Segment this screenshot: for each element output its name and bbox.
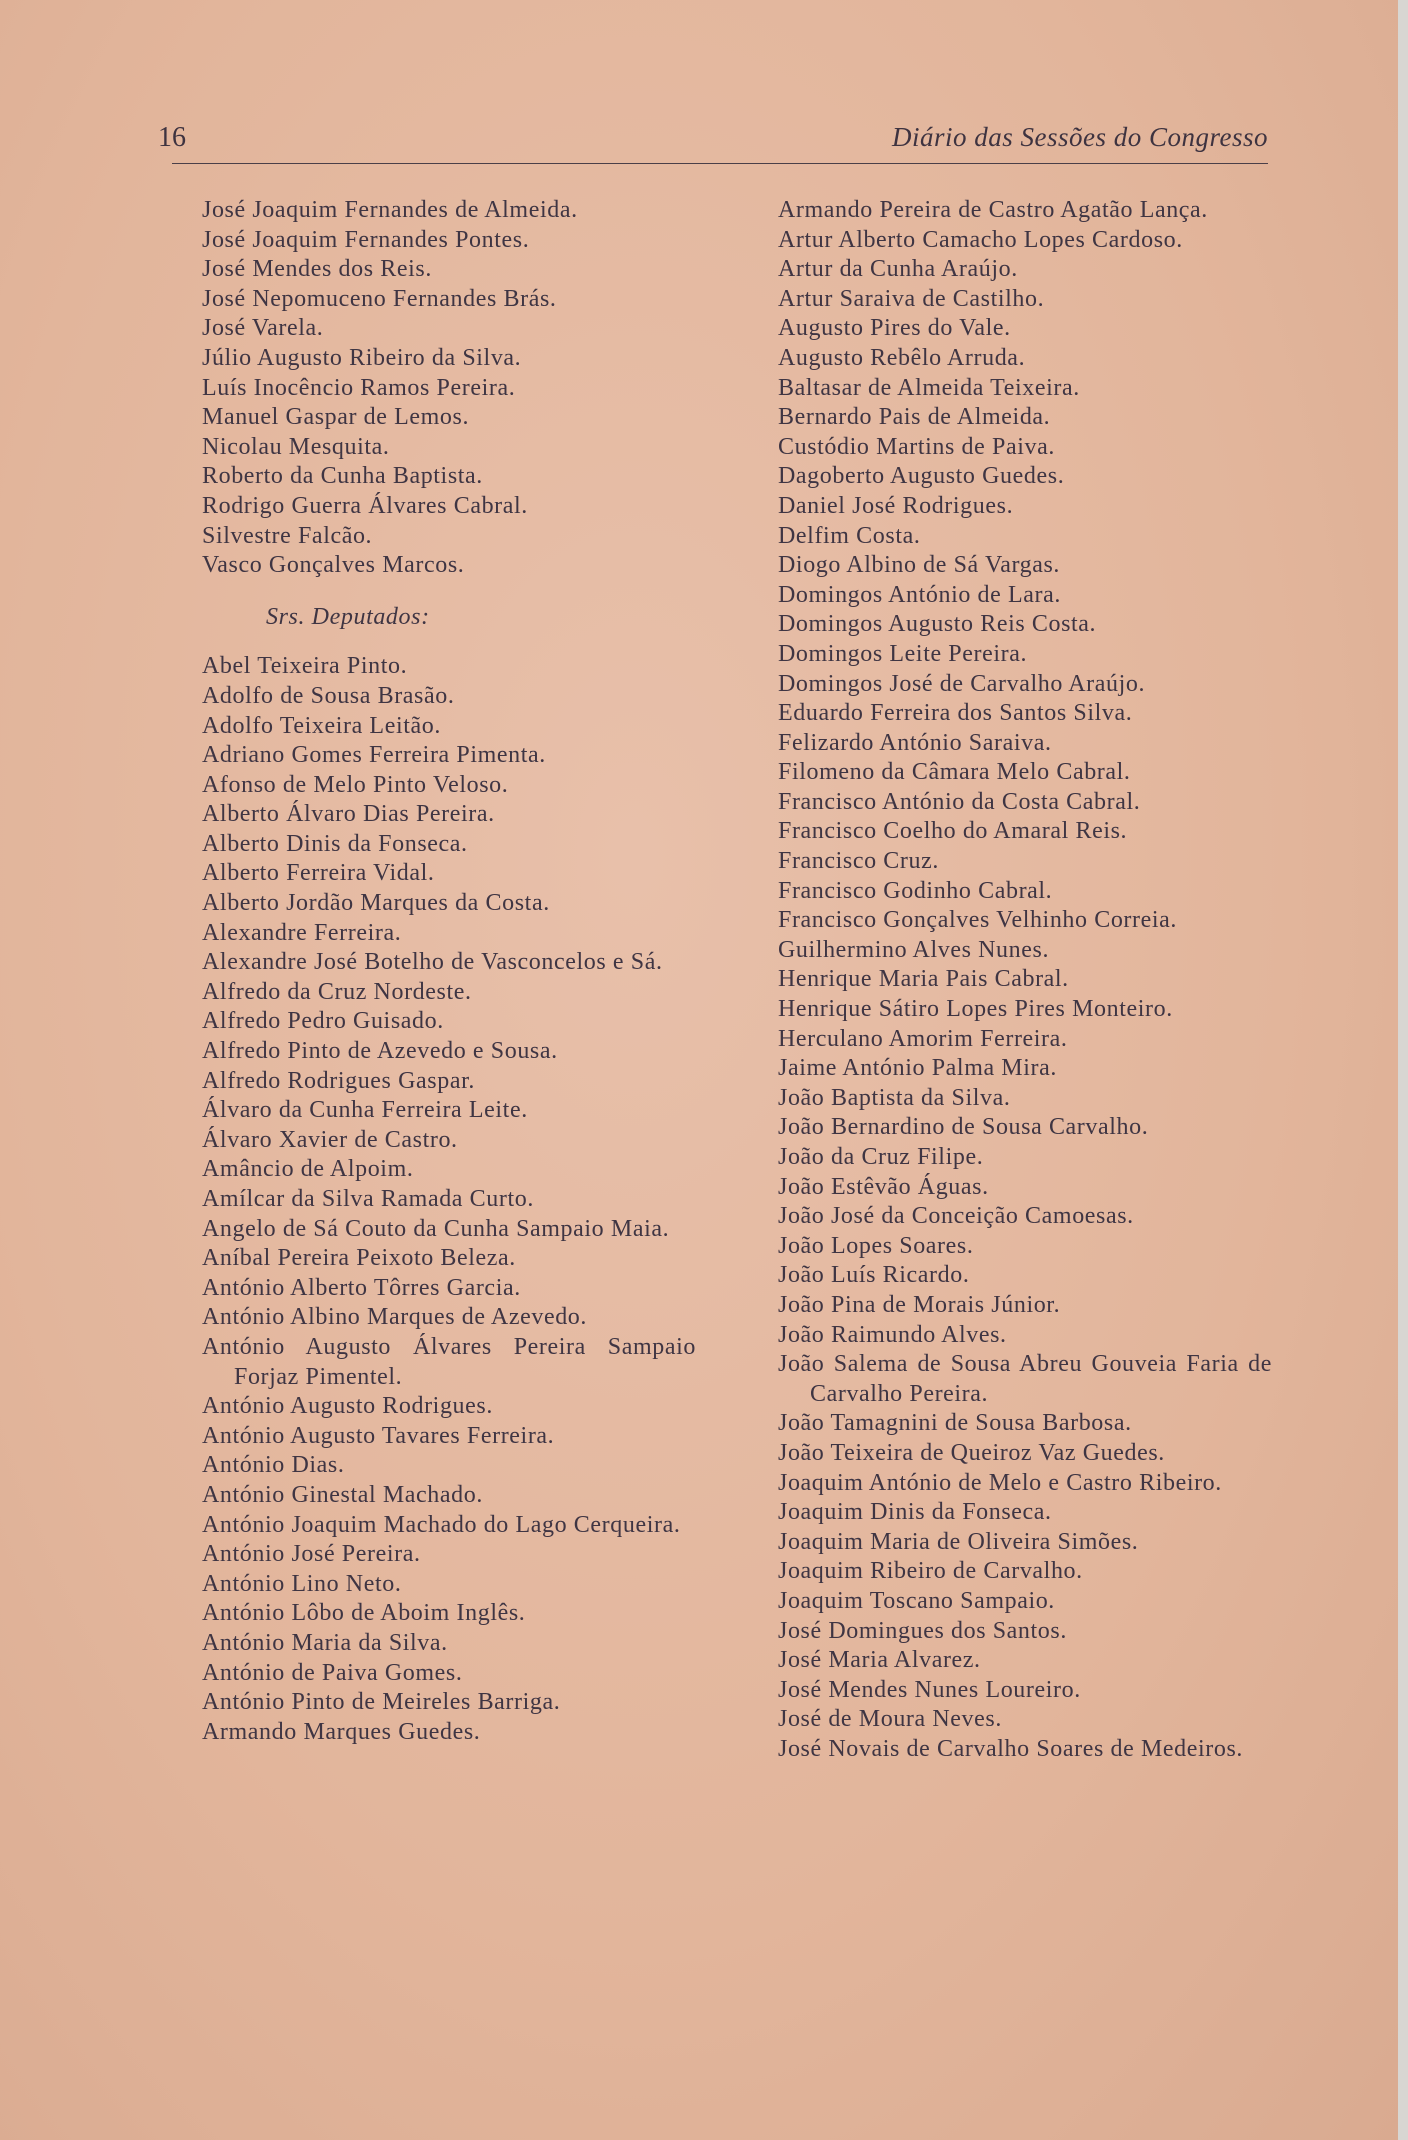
name-entry: António Augusto Rodrigues. [202,1393,493,1420]
page-header [158,122,1268,162]
name-entry: Angelo de Sá Couto da Cunha Sampaio Maia. [202,1215,670,1242]
name-entry: Henrique Maria Pais Cabral. [778,966,1069,993]
name-entry: José Maria Alvarez. [778,1647,981,1674]
name-entry: José Joaquim Fernandes de Almeida. [202,197,578,223]
name-entry: Jaime António Palma Mira. [778,1055,1057,1082]
name-entry: Domingos Leite Pereira. [778,640,1028,667]
name-entry: José de Moura Neves. [778,1706,1002,1733]
name-entry: Filomeno da Câmara Melo Cabral. [778,759,1131,786]
name-entry: Artur Alberto Camacho Lopes Cardoso. [778,226,1183,253]
name-entry: Francisco Cruz. [778,848,939,875]
name-entry: João Teixeira de Queiroz Vaz Guedes. [778,1439,1165,1466]
name-entry: José Mendes Nunes Loureiro. [778,1676,1081,1703]
name-entry: Felizardo António Saraiva. [778,729,1052,756]
name-entry: José Varela. [202,315,324,342]
name-entry: Domingos Augusto Reis Costa. [778,611,1097,638]
name-entry: João Tamagnini de Sousa Barbosa. [778,1410,1132,1437]
name-entry: João Estêvão Águas. [778,1173,989,1200]
name-entry: João Lopes Soares. [778,1232,974,1259]
name-entry: Alberto Jordão Marques da Costa. [202,890,550,917]
name-entry: António Joaquim Machado do Lago Cerqueira. [202,1511,681,1538]
section-heading: Srs. Deputados: [266,603,430,630]
name-entry: António Alberto Tôrres Garcia. [202,1274,521,1301]
name-entry: Custódio Martins de Paiva. [778,433,1055,460]
page-number: 16 [158,122,186,153]
name-entry: Alberto Dinis da Fonseca. [202,830,468,857]
name-entry: Manuel Gaspar de Lemos. [202,404,470,431]
name-entry: António Albino Marques de Azevedo. [202,1304,588,1331]
name-entry: Júlio Augusto Ribeiro da Silva. [202,344,522,371]
name-entry: José Nepomuceno Fernandes Brás. [202,285,557,312]
name-entry: Roberto da Cunha Baptista. [202,463,483,490]
name-entry: Francisco António da Costa Cabral. [778,788,1141,815]
name-entry: Afonso de Melo Pinto Veloso. [202,771,509,798]
name-entry: Artur da Cunha Araújo. [778,256,1018,283]
name-entry: Augusto Rebêlo Arruda. [778,344,1026,371]
name-entry: João José da Conceição Camoesas. [778,1203,1134,1230]
name-entry: Rodrigo Guerra Álvares Cabral. [202,492,528,519]
name-entry: Alfredo da Cruz Nordeste. [202,978,472,1005]
name-entry: António de Paiva Gomes. [202,1659,463,1686]
name-entry: Francisco Godinho Cabral. [778,877,1053,904]
left-name-list-top [168,196,696,581]
name-entry: Eduardo Ferreira dos Santos Silva. [778,700,1133,727]
name-entry: Alfredo Rodrigues Gaspar. [202,1067,475,1094]
name-entry: Joaquim Maria de Oliveira Simões. [778,1528,1139,1555]
right-name-list [744,196,1272,1764]
name-entry: Alexandre José Botelho de Vasconcelos e Sá. [202,949,663,976]
name-entry: António José Pereira. [202,1541,421,1568]
running-title: Diário das Sessões do Congresso [891,122,1268,152]
name-entry: Alexandre Ferreira. [202,919,402,946]
name-entry: João Bernardino de Sousa Carvalho. [778,1114,1149,1141]
name-entry: Baltasar de Almeida Teixeira. [778,374,1080,401]
name-entry: Nicolau Mesquita. [202,433,390,460]
name-entry: Joaquim Dinis da Fonseca. [778,1499,1052,1526]
name-entry: Alberto Álvaro Dias Pereira. [202,801,495,828]
name-entry: José Joaquim Fernandes Pontes. [202,226,530,253]
name-entry: João Luís Ricardo. [778,1262,970,1289]
name-entry: Diogo Albino de Sá Vargas. [778,552,1061,579]
name-entry: Augusto Pires do Vale. [778,315,1011,342]
name-entry: Adriano Gomes Ferreira Pimenta. [202,742,546,769]
name-entry: António Lôbo de Aboim Inglês. [202,1600,526,1627]
right-column [744,196,1272,1764]
name-entry: Henrique Sátiro Lopes Pires Monteiro. [778,996,1173,1023]
name-entry: Álvaro da Cunha Ferreira Leite. [202,1097,528,1124]
name-entry: José Mendes dos Reis. [202,256,432,283]
name-entry: João da Cruz Filipe. [778,1144,984,1170]
name-entry: Armando Pereira de Castro Agatão Lança. [778,197,1208,223]
name-entry: Delfim Costa. [778,522,921,549]
left-column [168,196,696,1747]
name-entry: José Domingues dos Santos. [778,1617,1067,1644]
name-entry: Adolfo de Sousa Brasão. [202,682,455,709]
name-entry: Guilhermino Alves Nunes. [778,936,1050,963]
name-entry: Amâncio de Alpoim. [202,1156,414,1183]
name-entry: António Maria da Silva. [202,1629,448,1656]
name-entry: Daniel José Rodrigues. [778,492,1014,519]
name-entry: Herculano Amorim Ferreira. [778,1025,1068,1052]
name-entry: Silvestre Falcão. [202,522,373,549]
name-entry: Francisco Coelho do Amaral Reis. [778,818,1128,845]
page-edge [1398,0,1408,2140]
name-entry: Artur Saraiva de Castilho. [778,285,1045,312]
name-entry: Adolfo Teixeira Leitão. [202,712,441,739]
name-entry: Abel Teixeira Pinto. [202,653,408,680]
name-entry: Alfredo Pinto de Azevedo e Sousa. [202,1038,558,1065]
name-entry: Amílcar da Silva Ramada Curto. [202,1186,534,1212]
name-entry: Domingos António de Lara. [778,581,1061,608]
name-entry: António Lino Neto. [202,1570,402,1597]
name-entry: Alberto Ferreira Vidal. [202,860,435,887]
name-entry: Joaquim Toscano Sampaio. [778,1587,1055,1614]
name-entry: António Dias. [202,1452,345,1479]
name-entry: António Augusto Tavares Ferreira. [202,1422,555,1449]
name-entry: João Pina de Morais Júnior. [778,1291,1061,1318]
name-entry: Alfredo Pedro Guisado. [202,1008,444,1035]
header-rule [172,163,1268,164]
name-entry: António Ginestal Machado. [202,1481,483,1508]
name-entry: João Raimundo Alves. [778,1321,1007,1348]
name-entry: Joaquim Ribeiro de Carvalho. [778,1558,1083,1585]
name-entry: João Baptista da Silva. [778,1084,1011,1111]
left-name-list-bottom [168,652,696,1747]
name-entry: Domingos José de Carvalho Araújo. [778,670,1146,697]
name-entry: Dagoberto Augusto Guedes. [778,463,1065,490]
name-entry: Aníbal Pereira Peixoto Beleza. [202,1245,516,1272]
name-entry: José Novais de Carvalho Soares de Medeiros. [778,1735,1244,1762]
name-entry: Bernardo Pais de Almeida. [778,404,1051,431]
name-entry: Francisco Gonçalves Velhinho Correia. [778,907,1177,934]
name-entry: António Augusto Álvares Pereira Sampaio Forjaz Pimentel. [202,1333,696,1390]
name-entry: Álvaro Xavier de Castro. [202,1126,458,1153]
name-entry: Armando Marques Guedes. [202,1718,481,1745]
name-entry: Luís Inocêncio Ramos Pereira. [202,374,516,401]
name-entry: Vasco Gonçalves Marcos. [202,552,465,579]
name-entry: João Salema de Sousa Abreu Gouveia Faria de Carvalho Pereira. [778,1351,1272,1407]
name-entry: Joaquim António de Melo e Castro Ribeiro. [778,1469,1222,1496]
name-entry: António Pinto de Meireles Barriga. [202,1689,561,1716]
